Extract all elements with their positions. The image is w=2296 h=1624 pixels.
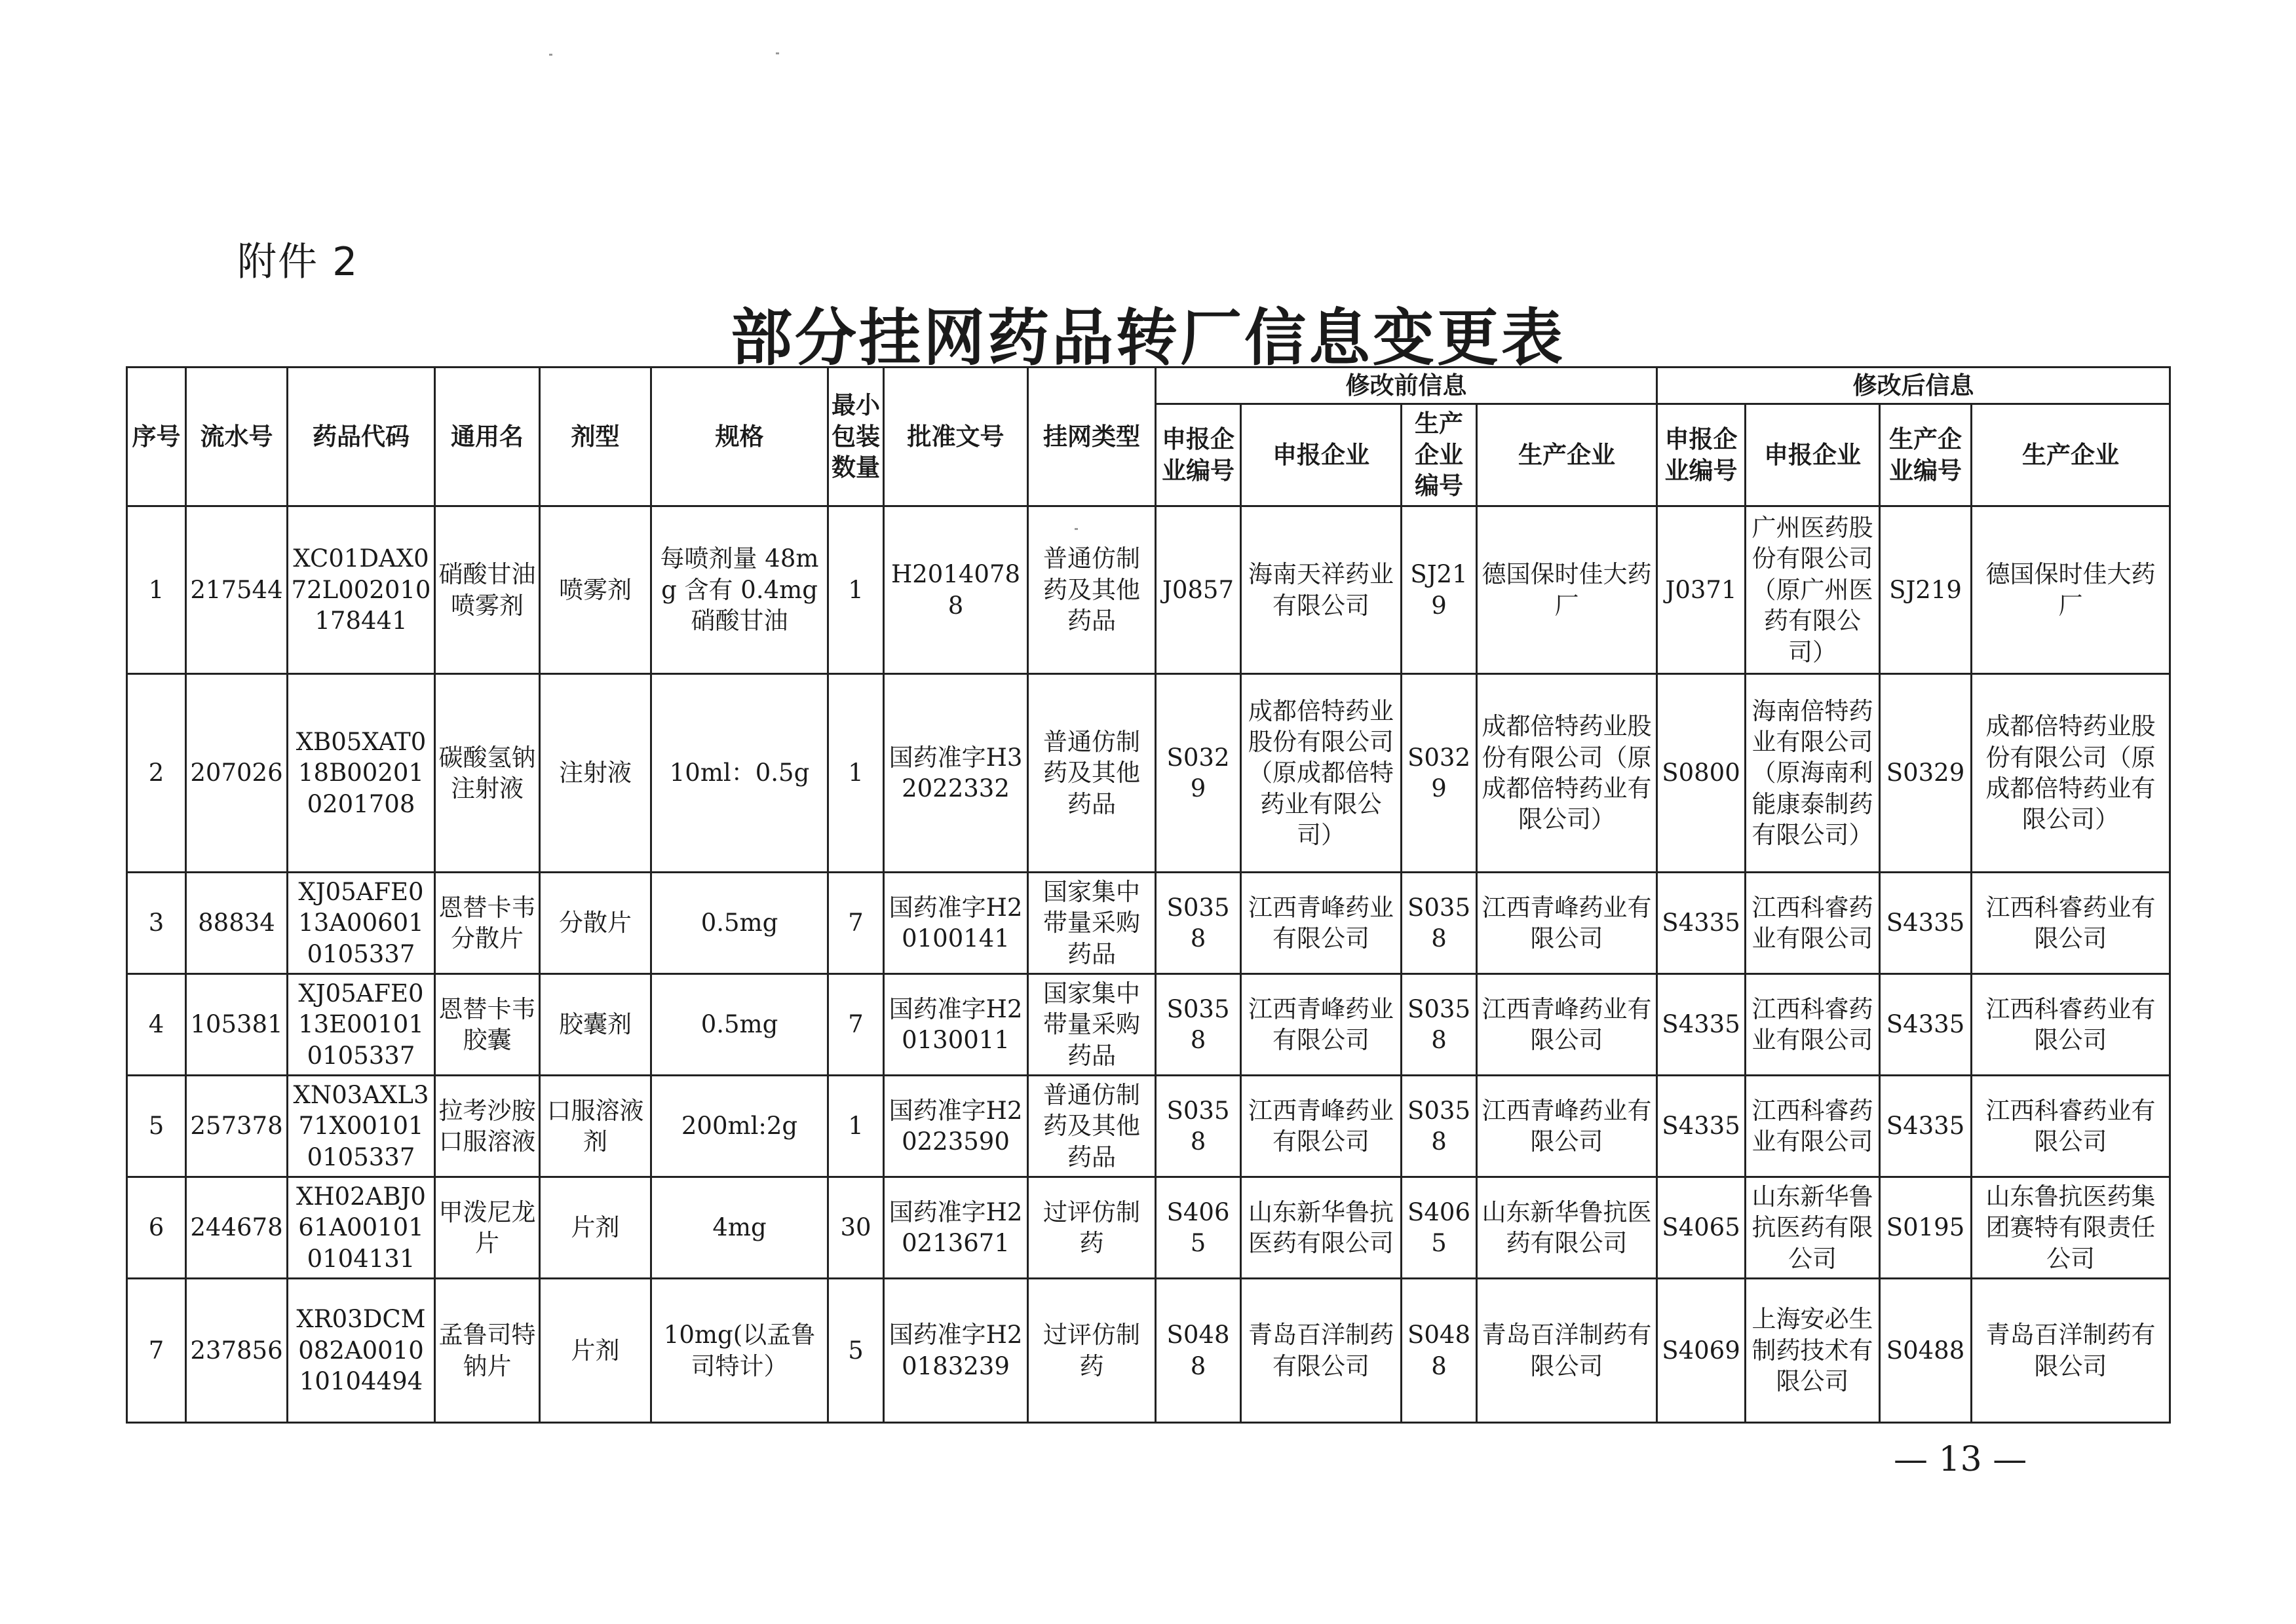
cell-generic-name: 孟鲁司特钠片 <box>435 1279 540 1423</box>
cell-before-manufacturer-no: SJ219 <box>1402 506 1477 674</box>
header-after-applicant-no: 申报企业编号 <box>1657 404 1746 506</box>
cell-spec: 每喷剂量 48mg 含有 0.4mg 硝酸甘油 <box>651 506 828 674</box>
cell-dosage-form: 口服溶液剂 <box>540 1076 651 1177</box>
cell-dosage-form: 喷雾剂 <box>540 506 651 674</box>
cell-drug-code: XC01DAX072L002010178441 <box>288 506 435 674</box>
header-drug-code: 药品代码 <box>288 368 435 506</box>
cell-after-manufacturer: 青岛百洋制药有限公司 <box>1972 1279 2170 1423</box>
cell-before-manufacturer-no: S0329 <box>1402 674 1477 873</box>
header-approval: 批准文号 <box>884 368 1028 506</box>
cell-before-applicant-no: S0358 <box>1156 1076 1241 1177</box>
cell-after-applicant-no: S0800 <box>1657 674 1746 873</box>
table-row <box>127 1279 2170 1423</box>
cell-after-applicant: 海南倍特药业有限公司（原海南利能康泰制药有限公司） <box>1746 674 1880 873</box>
cell-before-applicant: 成都倍特药业股份有限公司（原成都倍特药业有限公司） <box>1241 674 1402 873</box>
attachment-label: 附件 2 <box>237 239 359 285</box>
cell-drug-code: XH02ABJ061A001010104131 <box>288 1177 435 1279</box>
drug-change-table <box>126 366 2171 1424</box>
cell-generic-name: 恩替卡韦胶囊 <box>435 974 540 1076</box>
cell-before-manufacturer: 江西青峰药业有限公司 <box>1477 974 1657 1076</box>
cell-before-applicant-no: S0358 <box>1156 873 1241 974</box>
cell-after-manufacturer: 成都倍特药业股份有限公司（原成都倍特药业有限公司） <box>1972 674 2170 873</box>
cell-after-applicant: 上海安必生制药技术有限公司 <box>1746 1279 1880 1423</box>
cell-after-manufacturer-no: S4335 <box>1880 873 1972 974</box>
header-after-group: 修改后信息 <box>1657 368 2170 404</box>
cell-generic-name: 恩替卡韦分散片 <box>435 873 540 974</box>
cell-generic-name: 碳酸氢钠注射液 <box>435 674 540 873</box>
cell-generic-name: 硝酸甘油喷雾剂 <box>435 506 540 674</box>
cell-before-manufacturer-no: S0358 <box>1402 1076 1477 1177</box>
cell-before-manufacturer: 德国保时佳大药厂 <box>1477 506 1657 674</box>
cell-dosage-form: 分散片 <box>540 873 651 974</box>
cell-listing-type: 普通仿制药及其他药品 <box>1028 1076 1156 1177</box>
cell-before-applicant-no: S4065 <box>1156 1177 1241 1279</box>
cell-seq: 7 <box>127 1279 186 1423</box>
cell-after-applicant-no: S4065 <box>1657 1177 1746 1279</box>
cell-before-applicant: 海南天祥药业有限公司 <box>1241 506 1402 674</box>
cell-drug-code: XJ05AFE013A006010105337 <box>288 873 435 974</box>
cell-drug-code: XB05XAT018B002010201708 <box>288 674 435 873</box>
page-number: — 13 — <box>1894 1440 2027 1479</box>
cell-serial: 257378 <box>186 1076 288 1177</box>
cell-dosage-form: 片剂 <box>540 1279 651 1423</box>
cell-serial: 237856 <box>186 1279 288 1423</box>
table-row <box>127 506 2170 674</box>
cell-generic-name: 甲泼尼龙片 <box>435 1177 540 1279</box>
cell-before-applicant-no: S0358 <box>1156 974 1241 1076</box>
cell-listing-type: 过评仿制药 <box>1028 1279 1156 1423</box>
cell-listing-type: 过评仿制药 <box>1028 1177 1156 1279</box>
cell-min-pack: 1 <box>828 674 884 873</box>
cell-generic-name: 拉考沙胺口服溶液 <box>435 1076 540 1177</box>
header-after-applicant: 申报企业 <box>1746 404 1880 506</box>
cell-serial: 244678 <box>186 1177 288 1279</box>
cell-serial: 207026 <box>186 674 288 873</box>
cell-before-manufacturer: 成都倍特药业股份有限公司（原成都倍特药业有限公司） <box>1477 674 1657 873</box>
cell-listing-type: 国家集中带量采购药品 <box>1028 974 1156 1076</box>
cell-min-pack: 5 <box>828 1279 884 1423</box>
cell-before-manufacturer-no: S0358 <box>1402 974 1477 1076</box>
table-row <box>127 1177 2170 1279</box>
cell-after-applicant: 江西科睿药业有限公司 <box>1746 1076 1880 1177</box>
cell-before-applicant: 江西青峰药业有限公司 <box>1241 974 1402 1076</box>
cell-after-applicant: 山东新华鲁抗医药有限公司 <box>1746 1177 1880 1279</box>
cell-spec: 200ml:2g <box>651 1076 828 1177</box>
scan-speck <box>549 54 552 56</box>
header-before-manufacturer-no: 生产企业编号 <box>1402 404 1477 506</box>
cell-after-applicant-no: S4335 <box>1657 1076 1746 1177</box>
header-seq: 序号 <box>127 368 186 506</box>
cell-min-pack: 30 <box>828 1177 884 1279</box>
cell-before-applicant-no: J0857 <box>1156 506 1241 674</box>
cell-drug-code: XJ05AFE013E001010105337 <box>288 974 435 1076</box>
cell-before-manufacturer-no: S4065 <box>1402 1177 1477 1279</box>
header-spec: 规格 <box>651 368 828 506</box>
cell-seq: 6 <box>127 1177 186 1279</box>
cell-before-manufacturer: 山东新华鲁抗医药有限公司 <box>1477 1177 1657 1279</box>
cell-after-manufacturer: 江西科睿药业有限公司 <box>1972 974 2170 1076</box>
cell-before-applicant: 江西青峰药业有限公司 <box>1241 1076 1402 1177</box>
cell-after-applicant-no: S4335 <box>1657 873 1746 974</box>
cell-after-manufacturer: 江西科睿药业有限公司 <box>1972 1076 2170 1177</box>
cell-before-manufacturer: 江西青峰药业有限公司 <box>1477 1076 1657 1177</box>
cell-after-manufacturer-no: S4335 <box>1880 1076 1972 1177</box>
table-row <box>127 873 2170 974</box>
cell-after-manufacturer-no: S0329 <box>1880 674 1972 873</box>
cell-approval: 国药准字H20223590 <box>884 1076 1028 1177</box>
cell-approval: 国药准字H32022332 <box>884 674 1028 873</box>
header-listing-type: 挂网类型 <box>1028 368 1156 506</box>
cell-after-manufacturer-no: S0488 <box>1880 1279 1972 1423</box>
cell-approval: 国药准字H20213671 <box>884 1177 1028 1279</box>
scan-speck <box>776 52 779 54</box>
header-before-manufacturer: 生产企业 <box>1477 404 1657 506</box>
cell-spec: 10ml：0.5g <box>651 674 828 873</box>
cell-dosage-form: 注射液 <box>540 674 651 873</box>
cell-listing-type: 国家集中带量采购药品 <box>1028 873 1156 974</box>
header-after-manufacturer: 生产企业 <box>1972 404 2170 506</box>
cell-spec: 0.5mg <box>651 873 828 974</box>
cell-listing-type: 普通仿制药及其他药品 <box>1028 506 1156 674</box>
header-generic-name: 通用名 <box>435 368 540 506</box>
cell-before-manufacturer: 青岛百洋制药有限公司 <box>1477 1279 1657 1423</box>
cell-serial: 217544 <box>186 506 288 674</box>
cell-seq: 2 <box>127 674 186 873</box>
cell-after-applicant: 广州医药股份有限公司（原广州医药有限公司） <box>1746 506 1880 674</box>
cell-min-pack: 1 <box>828 1076 884 1177</box>
cell-spec: 10mg(以孟鲁司特计） <box>651 1279 828 1423</box>
cell-serial: 88834 <box>186 873 288 974</box>
cell-dosage-form: 胶囊剂 <box>540 974 651 1076</box>
cell-before-applicant-no: S0329 <box>1156 674 1241 873</box>
cell-after-manufacturer-no: S0195 <box>1880 1177 1972 1279</box>
cell-after-applicant-no: S4335 <box>1657 974 1746 1076</box>
cell-after-applicant: 江西科睿药业有限公司 <box>1746 974 1880 1076</box>
cell-seq: 3 <box>127 873 186 974</box>
page-title: 部分挂网药品转厂信息变更表 <box>730 303 1565 374</box>
cell-after-manufacturer: 山东鲁抗医药集团赛特有限责任公司 <box>1972 1177 2170 1279</box>
cell-min-pack: 1 <box>828 506 884 674</box>
cell-after-applicant: 江西科睿药业有限公司 <box>1746 873 1880 974</box>
header-before-group: 修改前信息 <box>1156 368 1657 404</box>
cell-listing-type: 普通仿制药及其他药品 <box>1028 674 1156 873</box>
table-row <box>127 974 2170 1076</box>
cell-seq: 5 <box>127 1076 186 1177</box>
cell-before-applicant-no: S0488 <box>1156 1279 1241 1423</box>
cell-approval: H20140788 <box>884 506 1028 674</box>
cell-after-applicant-no: S4069 <box>1657 1279 1746 1423</box>
cell-seq: 1 <box>127 506 186 674</box>
cell-before-manufacturer-no: S0358 <box>1402 873 1477 974</box>
cell-after-manufacturer: 江西科睿药业有限公司 <box>1972 873 2170 974</box>
cell-before-applicant: 青岛百洋制药有限公司 <box>1241 1279 1402 1423</box>
cell-before-applicant: 山东新华鲁抗医药有限公司 <box>1241 1177 1402 1279</box>
cell-approval: 国药准字H20130011 <box>884 974 1028 1076</box>
header-after-manufacturer-no: 生产企业编号 <box>1880 404 1972 506</box>
cell-spec: 4mg <box>651 1177 828 1279</box>
header-dosage-form: 剂型 <box>540 368 651 506</box>
cell-dosage-form: 片剂 <box>540 1177 651 1279</box>
cell-after-applicant-no: J0371 <box>1657 506 1746 674</box>
cell-after-manufacturer-no: SJ219 <box>1880 506 1972 674</box>
cell-approval: 国药准字H20183239 <box>884 1279 1028 1423</box>
header-serial: 流水号 <box>186 368 288 506</box>
cell-drug-code: XN03AXL371X001010105337 <box>288 1076 435 1177</box>
header-before-applicant: 申报企业 <box>1241 404 1402 506</box>
cell-before-manufacturer: 江西青峰药业有限公司 <box>1477 873 1657 974</box>
cell-after-manufacturer-no: S4335 <box>1880 974 1972 1076</box>
header-before-applicant-no: 申报企业编号 <box>1156 404 1241 506</box>
cell-min-pack: 7 <box>828 873 884 974</box>
cell-approval: 国药准字H20100141 <box>884 873 1028 974</box>
cell-after-manufacturer: 德国保时佳大药厂 <box>1972 506 2170 674</box>
cell-spec: 0.5mg <box>651 974 828 1076</box>
header-min-pack: 最小包装数量 <box>828 368 884 506</box>
cell-min-pack: 7 <box>828 974 884 1076</box>
cell-drug-code: XR03DCM082A001010104494 <box>288 1279 435 1423</box>
cell-before-manufacturer-no: S0488 <box>1402 1279 1477 1423</box>
cell-serial: 105381 <box>186 974 288 1076</box>
table-row <box>127 674 2170 873</box>
table-row <box>127 1076 2170 1177</box>
cell-seq: 4 <box>127 974 186 1076</box>
cell-before-applicant: 江西青峰药业有限公司 <box>1241 873 1402 974</box>
